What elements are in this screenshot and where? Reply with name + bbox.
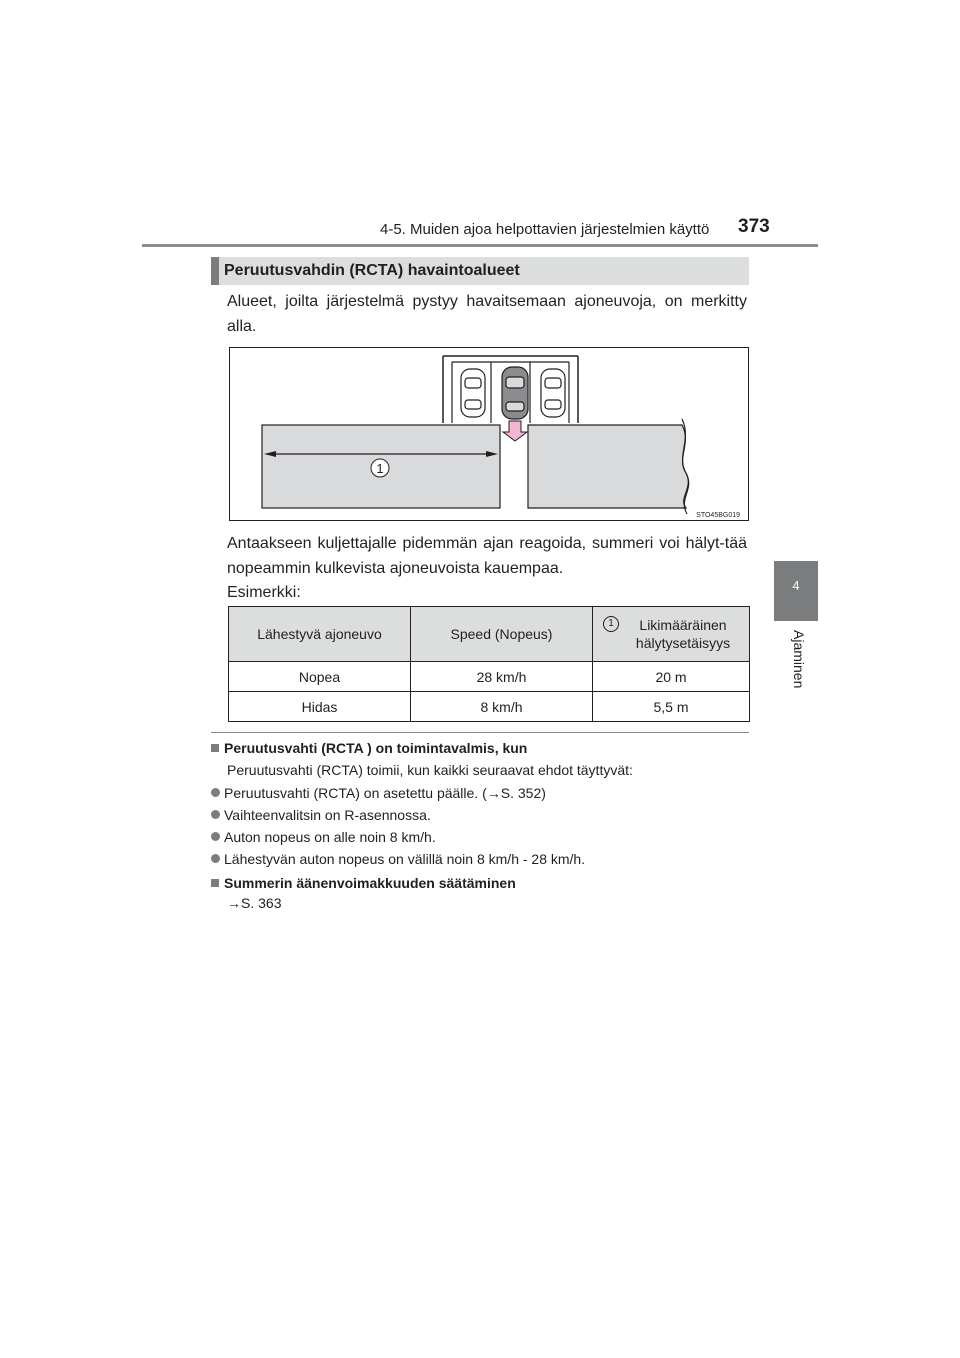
square-bullet-icon (211, 879, 219, 887)
col-header-vehicle: Lähestyvä ajoneuvo (229, 607, 411, 662)
table-cell: Hidas (229, 692, 411, 722)
note-1-text: Peruutusvahti (RCTA) toimii, kun kaikki seuraavat ehdot täyttyvät: (227, 762, 633, 778)
header-section-title: 4-5. Muiden ajoa helpottavien järjestelmien käyttö (380, 221, 710, 238)
figure-code: STO45BG019 (696, 512, 740, 519)
body-paragraph: Antaakseen kuljettajalle pidemmän ajan reagoida, summeri voi hälyt-tää nopeammin kulkevista ajoneuvoista kauempaa. (227, 535, 747, 577)
reverse-direction-arrow (503, 421, 527, 441)
list-item-text: Peruutusvahti (RCTA) on asetettu päälle. (→S. 352) (224, 785, 546, 801)
col-header-distance-label: Likimääräinen hälytysetäisyys (635, 617, 731, 651)
detection-area-illustration (230, 348, 748, 520)
section-title-bar (211, 257, 219, 285)
list-item-text: Vaihteenvalitsin on R-asennossa. (224, 807, 431, 823)
table-header-row (229, 607, 750, 662)
table-cell: Nopea (229, 662, 411, 692)
chapter-label: Ajaminen (791, 630, 807, 689)
col-header-distance (593, 607, 750, 662)
list-item (211, 807, 431, 823)
reversing-car-icon (502, 367, 528, 419)
list-item (211, 851, 585, 867)
page-number: 373 (738, 216, 770, 237)
chapter-tab-number: 4 (792, 578, 800, 593)
round-bullet-icon (211, 854, 220, 863)
table-row (229, 692, 750, 722)
header-callout-1: 1 (603, 616, 619, 632)
table-cell: 20 m (593, 662, 750, 692)
square-bullet-icon (211, 744, 219, 752)
example-label: Esimerkki: (227, 584, 301, 601)
list-item-text: Lähestyvän auton nopeus on välillä noin 8 km/h - 28 km/h. (224, 851, 586, 867)
note-2-page-reference[interactable]: →S. 363 (227, 895, 282, 911)
note-2-title: Summerin äänenvoimakkuuden säätäminen (224, 875, 516, 891)
alert-distance-table (228, 606, 750, 722)
col-header-speed: Speed (Nopeus) (411, 607, 593, 662)
callout-1-number: 1 (376, 461, 384, 476)
note-1-heading (211, 740, 527, 756)
round-bullet-icon (211, 832, 220, 841)
notes-separator (211, 732, 749, 733)
list-item (211, 785, 546, 801)
note-1-title: Peruutusvahti (RCTA ) on toimintavalmis, kun (224, 740, 528, 756)
table-row (229, 662, 750, 692)
round-bullet-icon (211, 810, 220, 819)
header-rule (142, 244, 818, 247)
table-cell: 28 km/h (411, 662, 593, 692)
detection-zone-right (528, 425, 688, 508)
table-cell: 8 km/h (411, 692, 593, 722)
round-bullet-icon (211, 788, 220, 797)
table-cell: 5,5 m (593, 692, 750, 722)
note-2-heading (211, 875, 516, 891)
detection-area-diagram (229, 347, 749, 521)
section-intro: Alueet, joilta järjestelmä pystyy havaitsemaan ajoneuvoja, on merkitty alla. (227, 293, 747, 335)
list-item (211, 829, 436, 845)
parked-car-right-icon (541, 369, 565, 417)
section-title: Peruutusvahdin (RCTA) havaintoalueet (224, 262, 520, 279)
parked-car-left-icon (461, 369, 485, 417)
list-item-text: Auton nopeus on alle noin 8 km/h. (224, 829, 436, 845)
